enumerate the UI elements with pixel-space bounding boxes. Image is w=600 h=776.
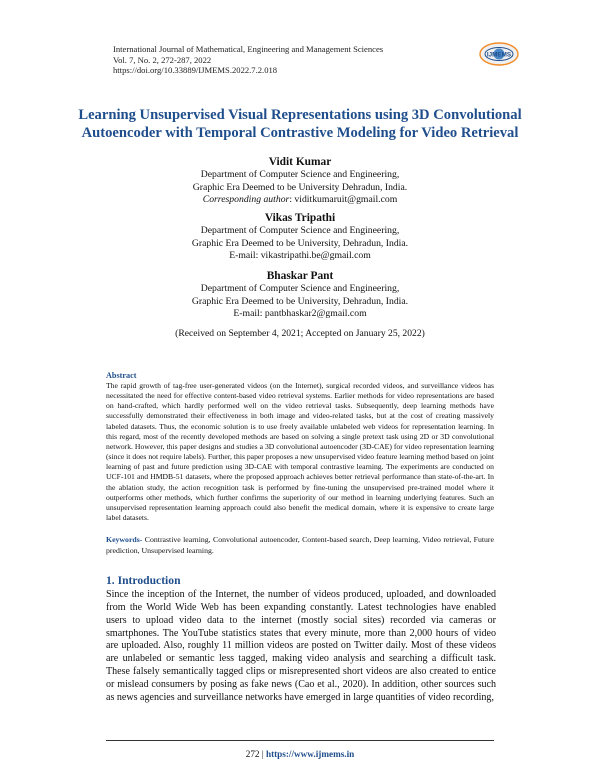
author-email[interactable]: : viditkumaruit@gmail.com: [289, 194, 398, 206]
author-dept: Department of Computer Science and Engineering,: [200, 283, 400, 294]
author-name: Vikas Tripathi: [264, 212, 336, 224]
journal-logo: [479, 42, 519, 66]
page-number: 272: [245, 749, 260, 759]
author-univ: Graphic Era Deemed to be University, Dehradun, India.: [191, 237, 409, 249]
author-block-1: [100, 155, 500, 207]
logo-text: IJMEMS: [486, 51, 512, 59]
author-name: Vidit Kumar: [268, 156, 332, 168]
author-univ: Graphic Era Deemed to be University Dehradun, India.: [192, 181, 408, 193]
corresponding-author-label: Corresponding author: [202, 194, 290, 206]
abstract-text: The rapid growth of tag-free user-generated videos (on the Internet), surgical recorded videos, and surveillance videos has necessitated the need for effective content-based video retrieval systems. Earlier methods for video representations are based on hand-crafted, which hardly performed well on the video retrieval tasks. Subsequently, deep learning methods have successfully demonstrated their effectiveness in both image and video-related tasks, but at the cost of creating massively labeled datasets. Thus, the economic solution is to use freely available unlabeled web videos for representation learning. In this regard, most of the recently developed methods are based on solving a single pretext task using 2D or 3D convolutional network. However, this paper designs and studies a 3D convolutional autoencoder (3D-CAE) for video representation learning (since it does not require labels). Further, this paper proposes a new unsupervised video feature learning method based on joint learning of past and future prediction using 3D-CAE with temporal contrastive learning. The experiments are conducted on UCF-101 and HMDB-51 datasets, where the proposed approach achieves better retrieval performance than state-of-the-art. In the ablation study, the action recognition task is performed by fine-tuning the unsupervised pre-trained model where it outperforms other methods, which further confirms the superiority of our method in learning underlying features. Such an unsupervised representation learning approach could also benefit the medical domain, where it is expensive to create large label datasets.: [106, 381, 494, 523]
footer-separator: |: [259, 749, 266, 759]
author-email[interactable]: E-mail: vikastripathi.be@gmail.com: [229, 250, 371, 262]
journal-doi-link[interactable]: https://doi.org/10.33889/IJMEMS.2022.7.2.018: [113, 65, 278, 76]
keywords-label: Keywords-: [106, 535, 143, 544]
author-dept: Department of Computer Science and Engineering,: [200, 169, 400, 180]
abstract-heading: Abstract: [106, 371, 137, 380]
section-heading-introduction: 1. Introduction: [106, 574, 181, 587]
author-email-line: [100, 194, 500, 207]
paper-title: [60, 107, 540, 142]
keywords-text: Contrastive learning, Convolutional autoencoder, Content-based search, Deep learning, Video retrieval, Future prediction, Unsupervised learning.: [106, 535, 494, 555]
title-line-2: Autoencoder with Temporal Contrastive Modeling for Video Retrieval: [81, 124, 519, 141]
journal-header: [113, 44, 383, 76]
introduction-text: Since the inception of the Internet, the number of videos produced, uploaded, and downloaded from the World Wide Web has been expanding constantly. Latest technologies have enabled users to upload video data to the internet (mostly social sites) recorded via cameras or smartphones. The YouTube statistics states that every minute, more than 2,000 hours of video are uploaded. Also, roughly 11 million videos are posted on Twitter daily. Most of these videos are unlabeled or semantic less tagged, making video analysis and searching a difficult task. These falsely semantically tagged clips or misrepresented short videos are also created to entice or mislead consumers by posing as fake news (Cao et al., 2020). In addition, other sources such as news agencies and surveillance networks have emerged in large quantities of video recording,: [106, 589, 496, 703]
journal-name: International Journal of Mathematical, Engineering and Management Sciences: [113, 44, 384, 54]
journal-url-link[interactable]: https://www.ijmems.in: [265, 749, 355, 759]
journal-volume: Vol. 7, No. 2, 272-287, 2022: [113, 54, 212, 65]
author-univ: Graphic Era Deemed to be University, Dehradun, India.: [191, 295, 409, 307]
author-block-2: [100, 211, 500, 263]
title-line-1: Learning Unsupervised Visual Representations using 3D Convolutional: [78, 107, 522, 123]
author-dept: Department of Computer Science and Engineering,: [200, 225, 400, 236]
received-dates: (Received on September 4, 2021; Accepted on January 25, 2022): [175, 328, 425, 339]
author-email[interactable]: E-mail: pantbhaskar2@gmail.com: [233, 308, 367, 320]
author-name: Bhaskar Pant: [266, 270, 334, 282]
keywords: [106, 535, 494, 556]
footer-divider: [106, 740, 494, 741]
page-footer: [0, 749, 600, 759]
author-block-3: [100, 269, 500, 321]
